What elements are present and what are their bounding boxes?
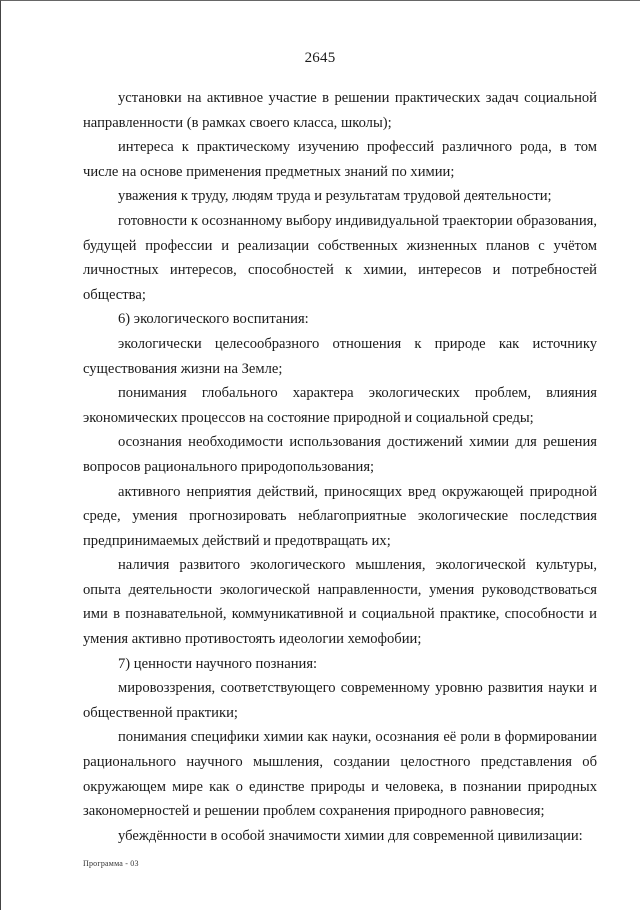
paragraph: понимания специфики химии как науки, осознания её роли в формировании рационального научного мышления, создании целостного представления об окружающем мире как о единстве природы и человека, в познании природных закономерностей и решении проблем сохранения природного равновесия;	[83, 729, 597, 820]
paragraph: установки на активное участие в решении практических задач социальной направленности (в рамках своего класса, школы);	[83, 90, 597, 131]
paragraph: готовности к осознанному выбору индивидуальной траектории образования, будущей профессии и реализации собственных жизненных планов с учётом личностных интересов, способностей к химии, интересов и потребностей общества;	[83, 212, 597, 303]
section-heading: 7) ценности научного познания:	[118, 655, 318, 672]
paragraph: наличия развитого экологического мышления, экологической культуры, опыта деятельности экологической направленности, умения руководствоваться ими в познавательной, коммуникативной и социальной практике, способности и умения активно противостоять идеологии хемофобии;	[83, 557, 597, 648]
page-number: 2645	[304, 50, 336, 66]
paragraph: интереса к практическому изучению профессий различного рода, в том числе на основе применения предметных знаний по химии;	[83, 139, 597, 180]
document-body	[83, 86, 597, 848]
paragraph: уважения к труду, людям труда и результатам трудовой деятельности;	[118, 188, 552, 205]
paragraph: экологически целесообразного отношения к природе как источнику существования жизни на Земле;	[83, 335, 597, 377]
paragraph: мировоззрения, соответствующего современному уровню развития науки и общественной практики;	[83, 680, 597, 721]
paragraph: активного неприятия действий, приносящих вред окружающей природной среде, умения прогнозировать неблагоприятные экологические последствия предпринимаемых действий и предотвращать их;	[83, 483, 597, 549]
paragraph: понимания глобального характера экологических проблем, влияния экономических процессов на состояние природной и социальной среды;	[83, 385, 597, 426]
paragraph: убеждённости в особой значимости химии для современной цивилизации:	[118, 827, 583, 844]
paragraph: осознания необходимости использования достижений химии для решения вопросов рационального природопользования;	[83, 434, 597, 475]
page-footer: Программа - 03	[83, 859, 139, 868]
section-heading: 6) экологического воспитания:	[118, 311, 309, 328]
